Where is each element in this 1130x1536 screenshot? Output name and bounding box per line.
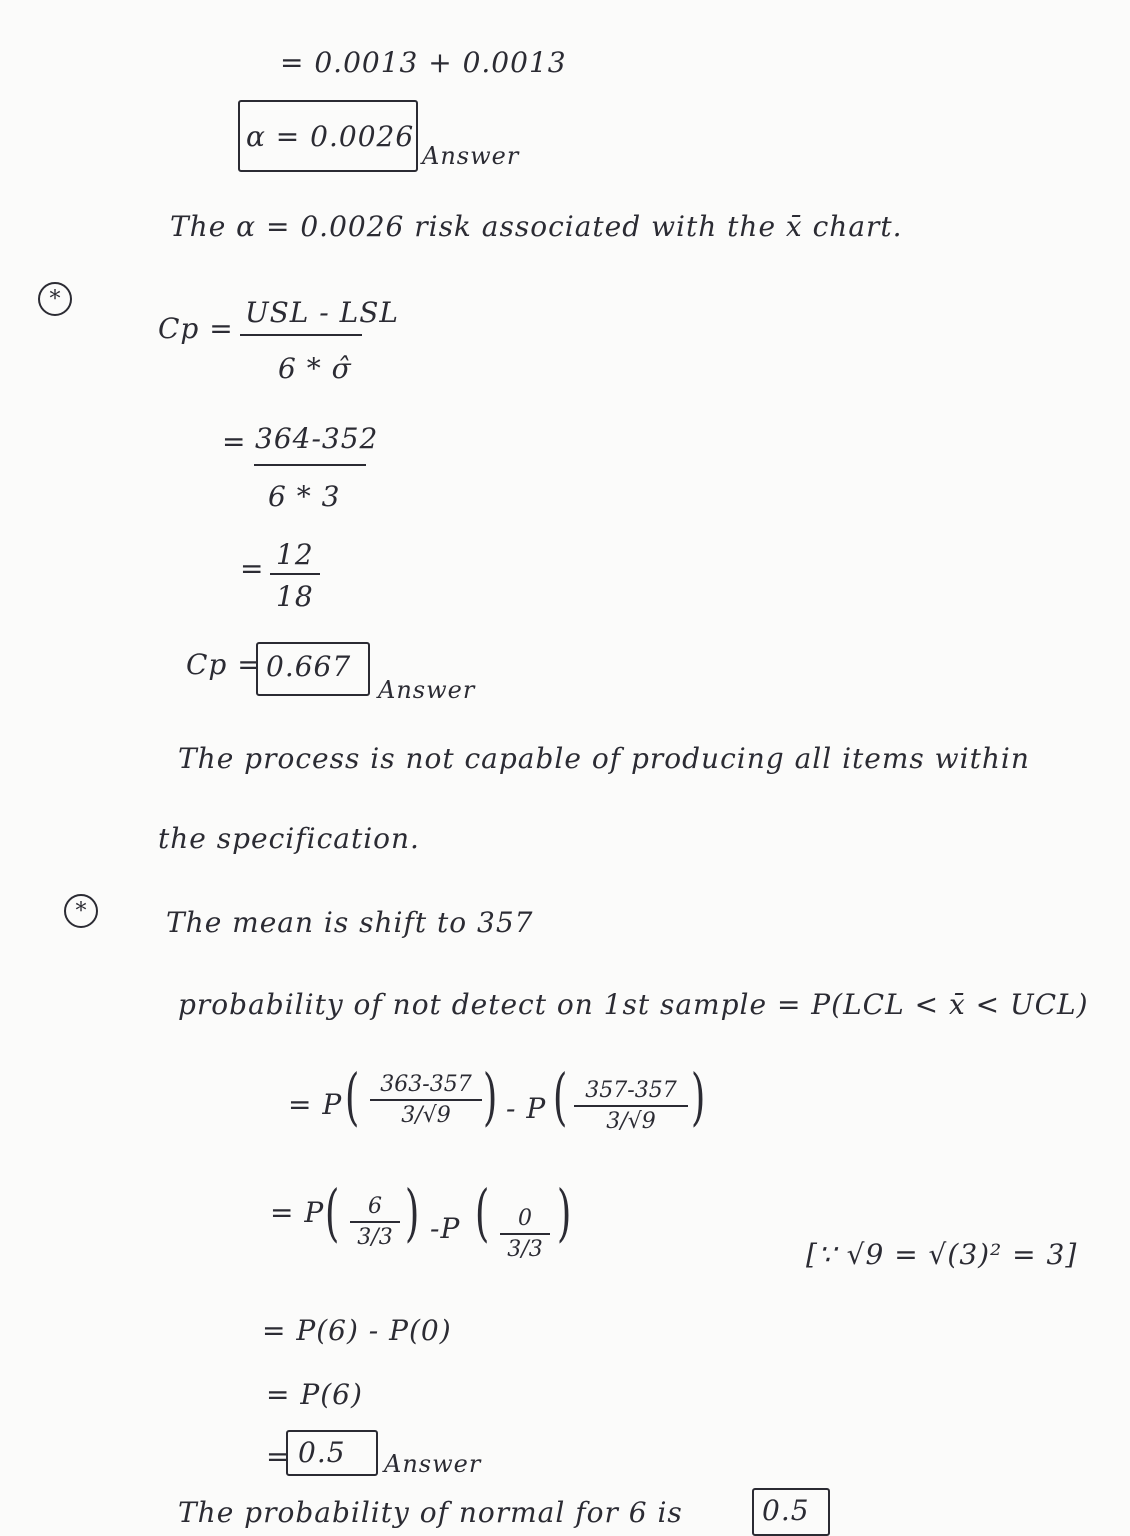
z-fraction-4 <box>500 1206 550 1262</box>
fraction-bar <box>370 1099 482 1101</box>
equals-sign: = <box>240 552 265 585</box>
fraction-bar <box>350 1221 400 1223</box>
root-note: [∵ √9 = √(3)² = 3] <box>806 1238 1078 1271</box>
process-sentence-line1: The process is not capable of producing all items within <box>178 742 1030 775</box>
z-fraction-4-denominator: 3/3 <box>507 1237 543 1262</box>
cp-formula-numerator: USL - LSL <box>245 296 400 329</box>
open-paren: ( <box>474 1176 490 1249</box>
probability-statement: probability of not detect on 1st sample = P(LCL < x̄ < UCL) <box>178 988 1089 1021</box>
z-fraction-1-denominator: 3/√9 <box>401 1103 451 1128</box>
bullet-star-icon: * <box>38 282 72 316</box>
z-fraction-4-numerator: 0 <box>518 1206 532 1231</box>
z-fraction-1-numerator: 363-357 <box>380 1072 472 1097</box>
fraction-bar <box>500 1233 550 1235</box>
bullet-star-icon: * <box>64 894 98 928</box>
p6-minus-p0: = P(6) - P(0) <box>262 1314 452 1347</box>
mean-shift-sentence: The mean is shift to 357 <box>166 906 534 939</box>
minus-p: -P <box>430 1212 461 1245</box>
z-fraction-2-numerator: 357-357 <box>585 1078 677 1103</box>
equals-sign: = <box>266 1440 291 1473</box>
p6: = P(6) <box>266 1378 363 1411</box>
z-fraction-1 <box>370 1072 482 1128</box>
minus-p: - P <box>506 1092 547 1125</box>
p-equals: = P <box>270 1196 325 1229</box>
close-paren: ) <box>404 1176 420 1249</box>
cp-denominator-simplified: 18 <box>276 580 314 613</box>
final-sentence: The probability of normal for 6 is <box>178 1496 683 1529</box>
open-paren: ( <box>344 1060 360 1133</box>
cp-denominator-values: 6 * 3 <box>268 480 341 513</box>
close-paren: ) <box>482 1060 498 1133</box>
answer-label: Answer <box>378 676 476 704</box>
cp-numerator-values: 364-352 <box>255 422 379 455</box>
cp-label: Cp = <box>186 648 262 681</box>
alpha-value: α = 0.0026 <box>246 120 415 153</box>
fraction-bar <box>574 1105 688 1107</box>
cp-value: 0.667 <box>266 650 352 683</box>
z-fraction-3 <box>350 1194 400 1250</box>
process-sentence-line2: the specification. <box>158 822 420 855</box>
cp-label: Cp = <box>158 312 234 345</box>
fraction-bar <box>270 573 320 575</box>
fraction-bar <box>240 334 362 336</box>
close-paren: ) <box>556 1176 572 1249</box>
equals-sign: = <box>222 425 247 458</box>
alpha-sum-line: = 0.0013 + 0.0013 <box>280 46 567 79</box>
open-paren: ( <box>552 1060 568 1133</box>
answer-label: Answer <box>422 142 520 170</box>
fraction-bar <box>254 464 366 466</box>
result-value: 0.5 <box>298 1436 346 1469</box>
final-value: 0.5 <box>762 1494 810 1527</box>
z-fraction-3-numerator: 6 <box>368 1194 382 1219</box>
cp-numerator-simplified: 12 <box>276 538 314 571</box>
open-paren: ( <box>324 1176 340 1249</box>
p-equals: = P <box>288 1088 343 1121</box>
z-fraction-2 <box>574 1078 688 1134</box>
alpha-risk-sentence: The α = 0.0026 risk associated with the x̄ chart. <box>170 210 903 243</box>
close-paren: ) <box>690 1060 706 1133</box>
z-fraction-2-denominator: 3/√9 <box>606 1109 656 1134</box>
z-fraction-3-denominator: 3/3 <box>357 1225 393 1250</box>
answer-label: Answer <box>384 1450 482 1478</box>
cp-formula-denominator: 6 * σ̂ <box>278 352 352 385</box>
